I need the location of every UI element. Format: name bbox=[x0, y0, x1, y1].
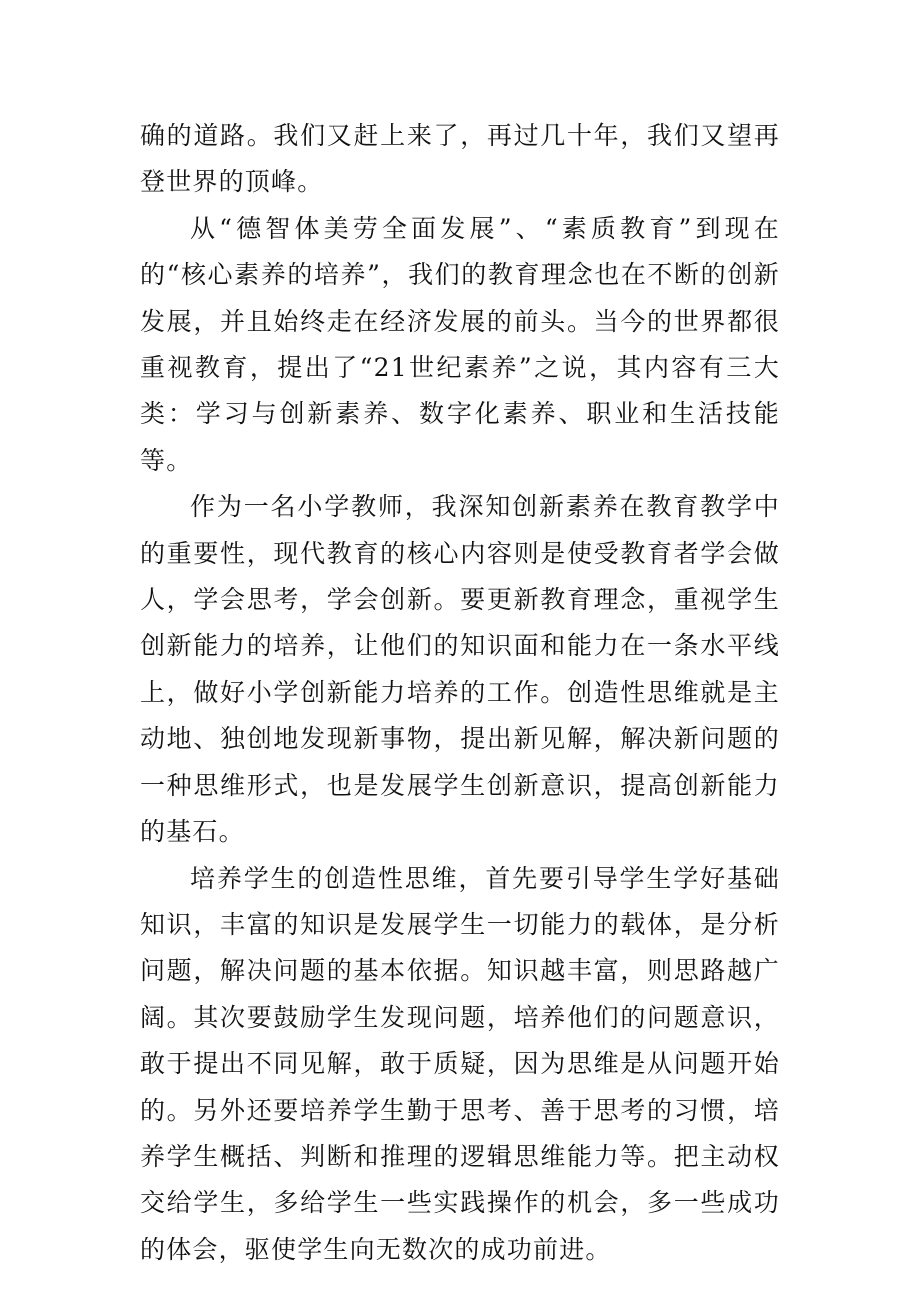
paragraph-1: 确的道路。我们又赶上来了，再过几十年，我们又望再登世界的顶峰。 bbox=[140, 121, 780, 197]
document-body bbox=[140, 113, 780, 1273]
paragraph-3: 作为一名小学教师，我深知创新素养在教育教学中的重要性，现代教育的核心内容则是使受教育者学会做人，学会思考，学会创新。要更新教育理念，重视学生创新能力的培养，让他们的知识面和能力在一条水平线上，做好小学创新能力培养的工作。创造性思维就是主动地、独创地发现新事物，提出新见解，解决新问题的一种思维形式，也是发展学生创新意识，提高创新能力的基石。 bbox=[140, 492, 780, 847]
paragraph-4: 培养学生的创造性思维，首先要引导学生学好基础知识，丰富的知识是发展学生一切能力的载体，是分析问题，解决问题的基本依据。知识越丰富，则思路越广阔。其次要鼓励学生发现问题，培养他们的问题意识，敢于提出不同见解，敢于质疑，因为思维是从问题开始的。另外还要培养学生勤于思考、善于思考的习惯，培养学生概括、判断和推理的逻辑思维能力等。把主动权交给学生，多给学生一些实践操作的机会，多一些成功的体会，驱使学生向无数次的成功前进。 bbox=[140, 863, 780, 1264]
paragraph-2: 从“德智体美劳全面发展”、“素质教育”到现在的“核心素养的培养”，我们的教育理念也在不断的创新发展，并且始终走在经济发展的前头。当今的世界都很重视教育，提出了“21世纪素养”之说，其内容有三大类：学习与创新素养、数字化素养、职业和生活技能等。 bbox=[140, 213, 780, 475]
